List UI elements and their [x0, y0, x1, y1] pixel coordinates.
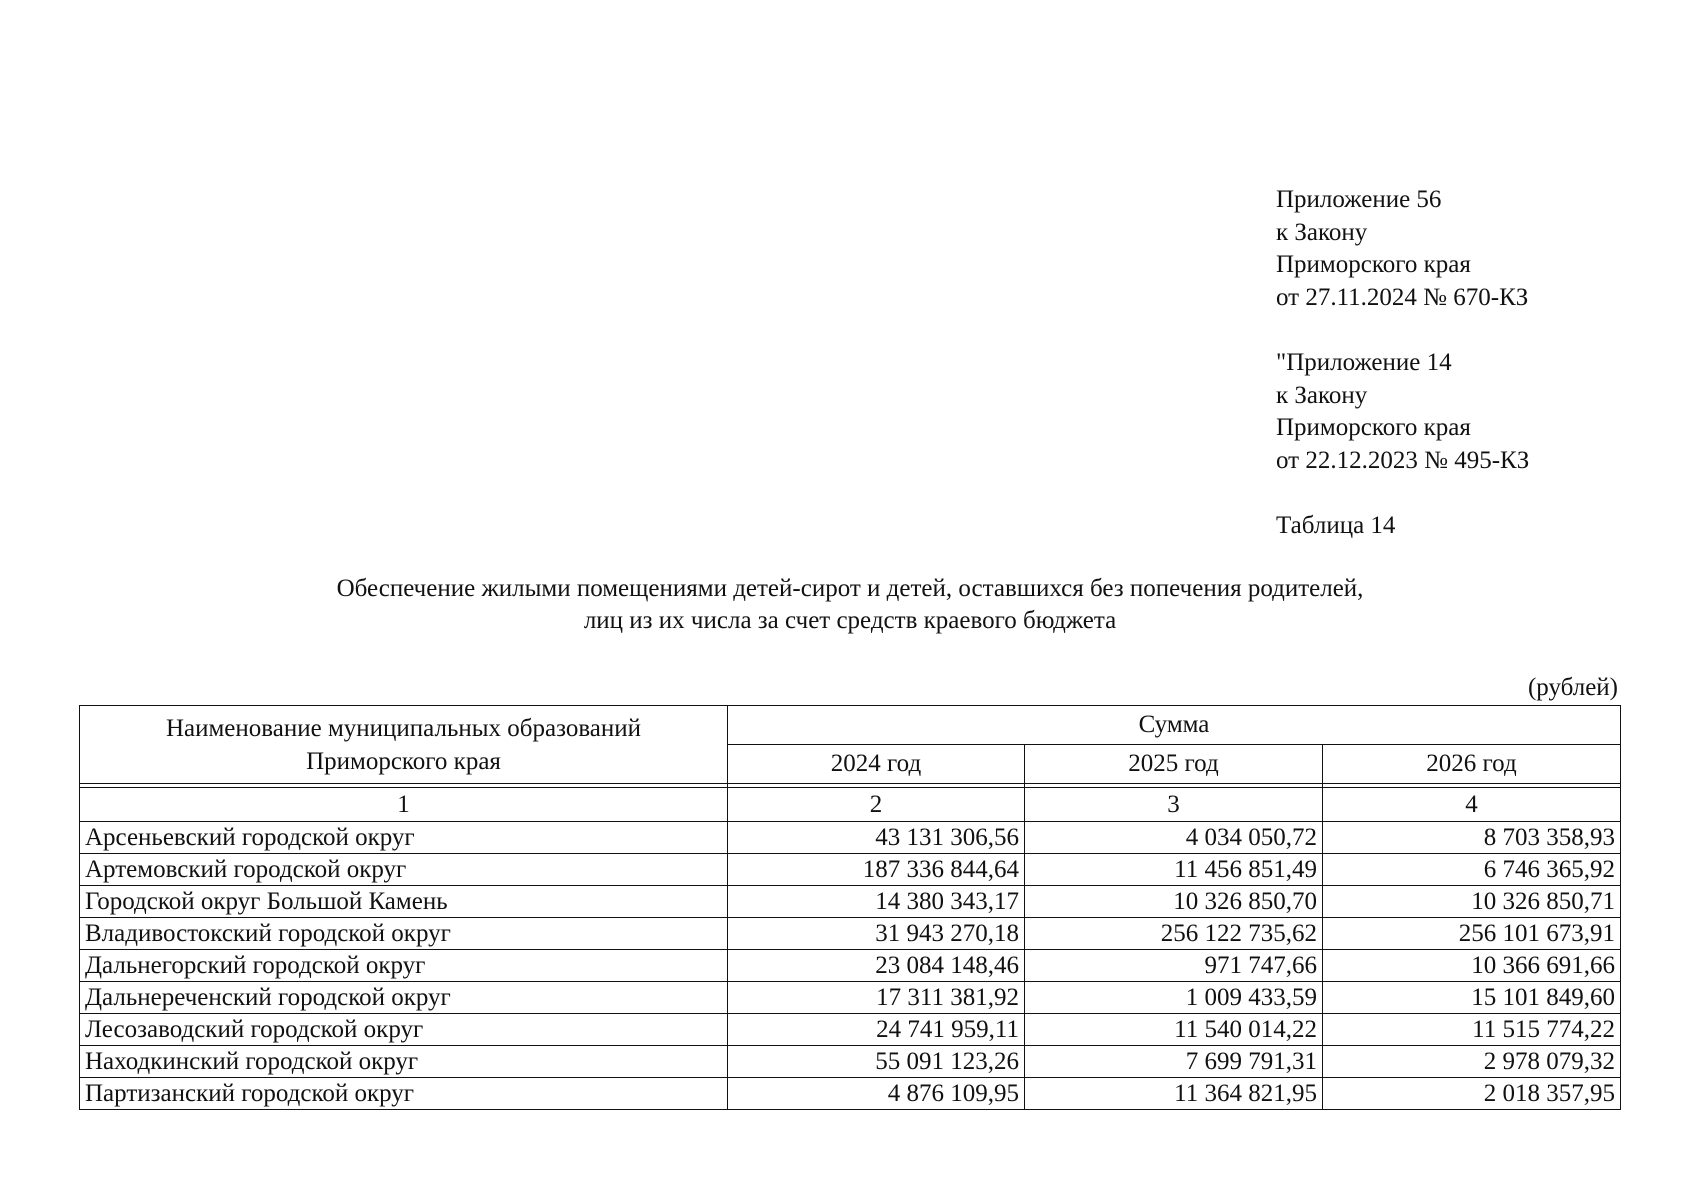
municipality-name: Находкинский городской округ	[80, 1046, 728, 1078]
unit-label: (рублей)	[1527, 674, 1618, 701]
amount-2025: 11 364 821,95	[1025, 1078, 1323, 1110]
amount-2025: 1 009 433,59	[1025, 982, 1323, 1014]
appendix-line: к Закону	[1276, 218, 1368, 246]
amount-2026: 2 018 357,95	[1323, 1078, 1621, 1110]
header-name-line-1: Наименование муниципальных образований	[165, 714, 642, 742]
header-sum: Сумма	[728, 706, 1621, 745]
table-row	[80, 854, 1621, 886]
municipality-name: Дальнегорский городской округ	[80, 950, 728, 982]
appendix-line: Приморского края	[1276, 251, 1471, 278]
column-number-row	[80, 788, 1621, 822]
amount-2026: 256 101 673,91	[1323, 918, 1621, 950]
title-line-2: лиц из их числа за счет средств краевого бюджета	[583, 607, 1117, 634]
amount-2026: 2 978 079,32	[1323, 1046, 1621, 1078]
amount-2025: 971 747,66	[1025, 950, 1323, 982]
amount-2024: 55 091 123,26	[728, 1046, 1025, 1078]
amount-2024: 24 741 959,11	[728, 1014, 1025, 1046]
table-row	[80, 1046, 1621, 1078]
header-year-2026: 2026 год	[1323, 745, 1621, 784]
amount-2024: 23 084 148,46	[728, 950, 1025, 982]
amount-2026: 15 101 849,60	[1323, 982, 1621, 1014]
table-row	[80, 886, 1621, 918]
table-row	[80, 950, 1621, 982]
appendix-header-2	[1276, 347, 1656, 477]
amount-2024: 4 876 109,95	[728, 1078, 1025, 1110]
amount-2025: 7 699 791,31	[1025, 1046, 1323, 1078]
amount-2026: 10 326 850,71	[1323, 886, 1621, 918]
budget-table	[79, 705, 1621, 1110]
amount-2024: 31 943 270,18	[728, 918, 1025, 950]
appendix-line: от 27.11.2024 № 670-КЗ	[1276, 283, 1529, 311]
column-number: 1	[80, 788, 728, 822]
appendix-line: Приморского края	[1276, 414, 1471, 441]
amount-2026: 6 746 365,92	[1323, 854, 1621, 886]
amount-2024: 14 380 343,17	[728, 886, 1025, 918]
amount-2025: 256 122 735,62	[1025, 918, 1323, 950]
title-line-1: Обеспечение жилыми помещениями детей-сирот и детей, оставшихся без попечения родителей,	[336, 575, 1364, 602]
table-row	[80, 822, 1621, 854]
column-number: 2	[728, 788, 1025, 822]
appendix-line: "Приложение 14	[1276, 349, 1452, 376]
municipality-name: Партизанский городской округ	[80, 1078, 728, 1110]
document-title	[80, 573, 1620, 637]
amount-2024: 43 131 306,56	[728, 822, 1025, 854]
table-number: Таблица 14	[1276, 512, 1396, 539]
header-name-line-2: Приморского края	[306, 747, 501, 775]
column-number: 3	[1025, 788, 1323, 822]
amount-2025: 11 540 014,22	[1025, 1014, 1323, 1046]
municipality-name: Арсеньевский городской округ	[80, 822, 728, 854]
appendix-line: от 22.12.2023 № 495-КЗ	[1276, 446, 1530, 474]
municipality-name: Лесозаводский городской округ	[80, 1014, 728, 1046]
table-row	[80, 982, 1621, 1014]
municipality-name: Дальнереченский городской округ	[80, 982, 728, 1014]
appendix-line: Приложение 56	[1276, 186, 1442, 213]
header-name	[80, 706, 728, 784]
table-row	[80, 918, 1621, 950]
table-row	[80, 1014, 1621, 1046]
appendix-line: к Закону	[1276, 381, 1368, 409]
amount-2025: 4 034 050,72	[1025, 822, 1323, 854]
amount-2026: 10 366 691,66	[1323, 950, 1621, 982]
municipality-name: Городской округ Большой Камень	[80, 886, 728, 918]
appendix-header-1	[1276, 184, 1656, 314]
municipality-name: Артемовский городской округ	[80, 854, 728, 886]
table-row	[80, 1078, 1621, 1110]
municipality-name: Владивостокский городской округ	[80, 918, 728, 950]
amount-2024: 187 336 844,64	[728, 854, 1025, 886]
amount-2025: 10 326 850,70	[1025, 886, 1323, 918]
header-year-2025: 2025 год	[1025, 745, 1323, 784]
amount-2025: 11 456 851,49	[1025, 854, 1323, 886]
amount-2026: 8 703 358,93	[1323, 822, 1621, 854]
amount-2026: 11 515 774,22	[1323, 1014, 1621, 1046]
column-number: 4	[1323, 788, 1621, 822]
header-year-2024: 2024 год	[728, 745, 1025, 784]
amount-2024: 17 311 381,92	[728, 982, 1025, 1014]
